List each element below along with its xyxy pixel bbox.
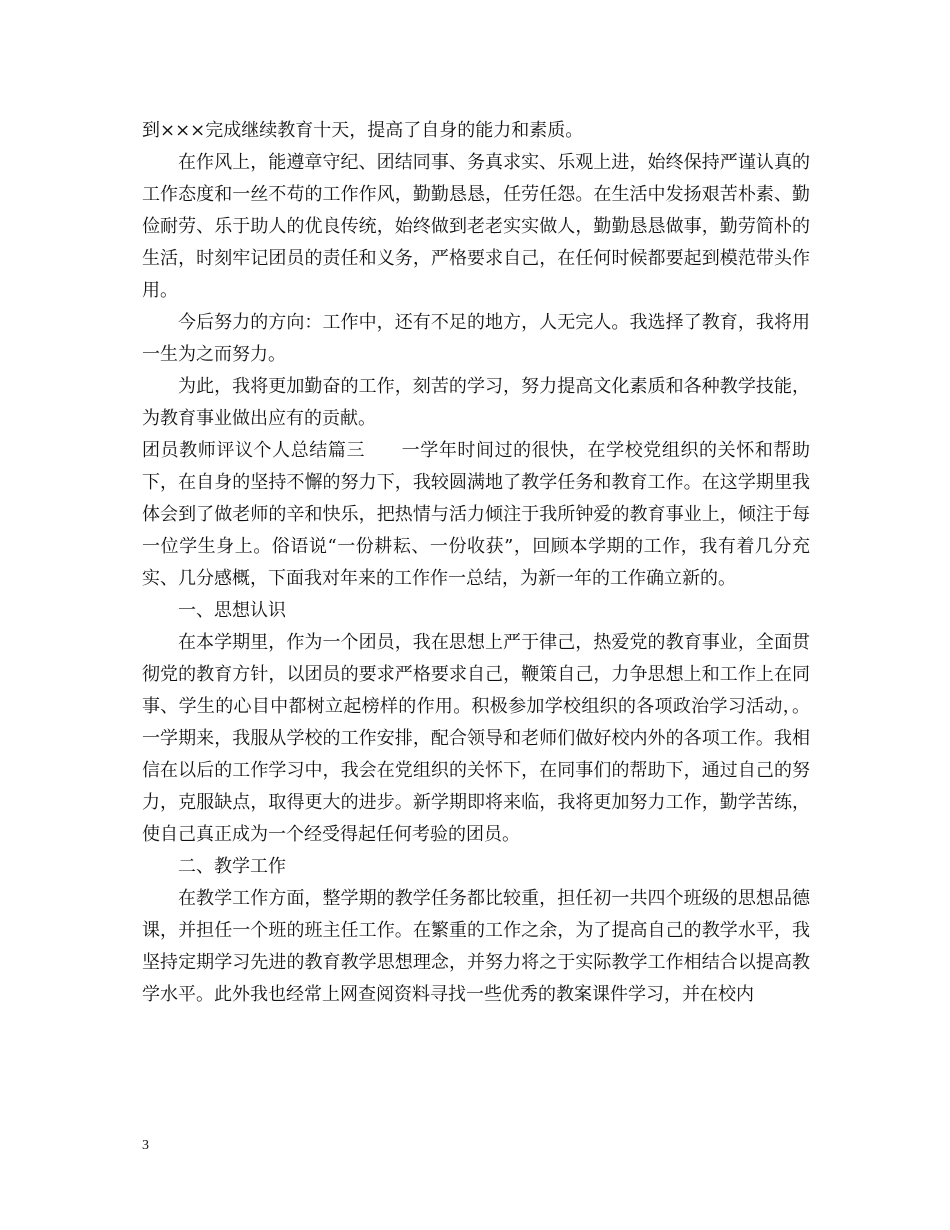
section-heading: 团员教师评议个人总结篇三 [142, 440, 366, 461]
part1-paragraph: 在本学期里，作为一个团员，我在思想上严于律己，热爱党的教育事业，全面贯彻党的教育方针，以团员的要求严格要求自己，鞭策自己，力争思想上和工作上在同事、学生的心目中都树立起榜样的作用。积极参加学校组织的各项政治学习活动，。一学期来，我服从学校的工作安排，配合领导和老师们做好校内外的各项工作。我相信在以后的工作学习中，我会在党组织的关怀下，在同事们的帮助下，通过自己的努力，克服缺点，取得更大的进步。新学期即将来临，我将更加努力工作，勤学苦练，使自己真正成为一个经受得起任何考验的团员。 [142, 632, 810, 845]
paragraph-work-style: 在作风上，能遵章守纪、团结同事、务真求实、乐观上进，始终保持严谨认真的工作态度和一丝不苟的工作作风，勤勤恳恳，任劳任怨。在生活中发扬艰苦朴素、勤俭耐劳、乐于助人的优良传统，始终做到老老实实做人，勤勤恳恳做事，勤劳简朴的生活，时刻牢记团员的责任和义务，严格要求自己，在任何时候都要起到模范带头作用。 [142, 152, 810, 301]
section-three-paragraph [142, 435, 810, 595]
part2-heading: 二、教学工作 [178, 856, 286, 877]
paragraph-future-direction: 今后努力的方向：工作中，还有不足的地方，人无完人。我选择了教育，我将用一生为之而努力。 [142, 312, 810, 365]
part2-paragraph: 在教学工作方面，整学期的教学任务都比较重，担任初一共四个班级的思想品德课，并担任一个班的班主任工作。在繁重的工作之余，为了提高自己的教学水平，我坚持定期学习先进的教育教学思想理念，并努力将之于实际教学工作相结合以提高教学水平。此外我也经常上网查阅资料寻找一些优秀的教案课件学习，并在校内 [142, 888, 810, 1005]
paragraph-continuation: 到×××完成继续教育十天，提高了自身的能力和素质。 [142, 120, 584, 141]
page-number: 3 [142, 1138, 149, 1153]
paragraph-commitment: 为此，我将更加勤奋的工作，刻苦的学习，努力提高文化素质和各种教学技能，为教育事业做出应有的贡献。 [142, 376, 810, 429]
part1-heading: 一、思想认识 [178, 600, 286, 621]
section-intro: 一学年时间过的很快，在学校党组织的关怀和帮助下，在自身的坚持不懈的努力下，我较圆满地了教学任务和教育工作。在这学期里我体会到了做老师的辛和快乐，把热情与活力倾注于我所钟爱的教育事业上，倾注于每一位学生身上。俗语说“一份耕耘、一份收获”，回顾本学期的工作，我有着几分充实、几分感概，下面我对年来的工作作一总结，为新一年的工作确立新的。 [142, 440, 811, 589]
document-body [142, 115, 810, 1011]
